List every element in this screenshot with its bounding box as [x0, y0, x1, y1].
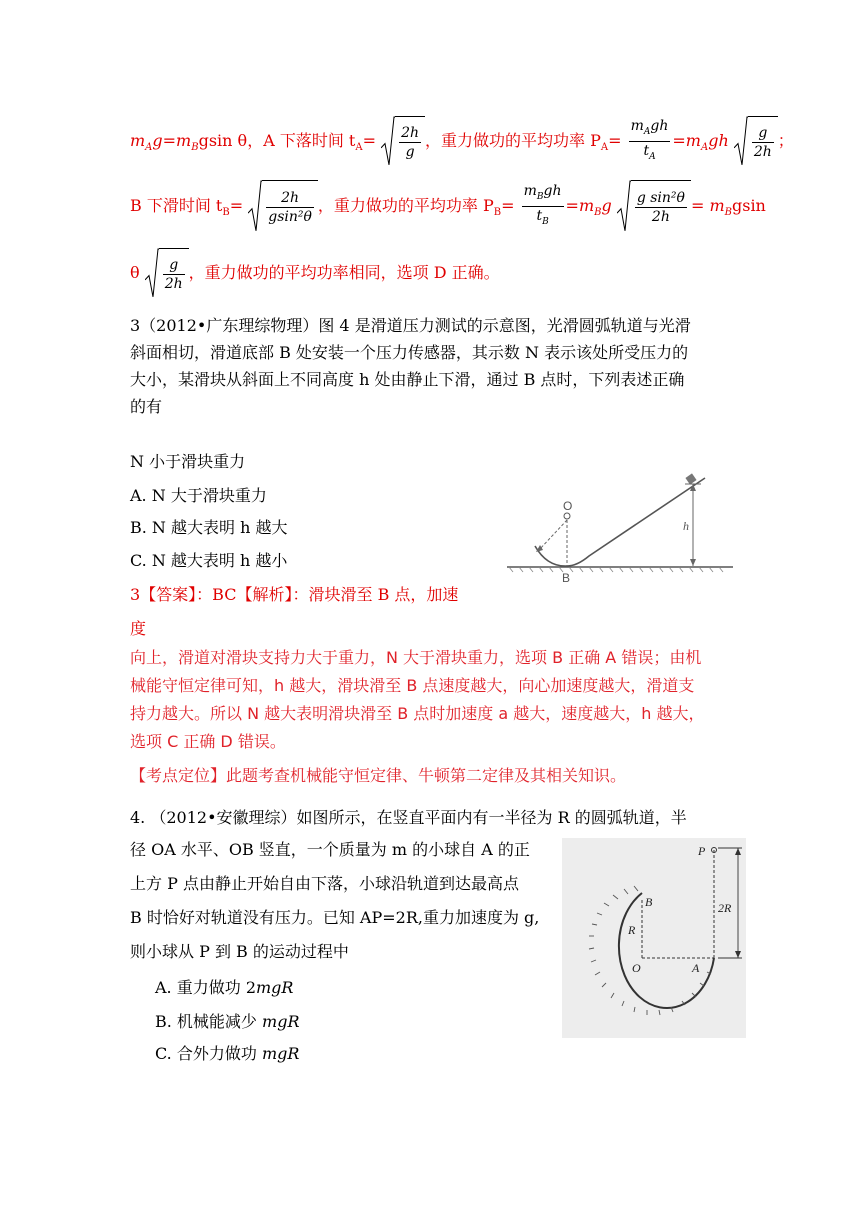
text: = [608, 131, 622, 150]
fig-label-r: R [628, 923, 636, 937]
opt-text: C. 合外力做功 [155, 1044, 262, 1063]
sub: B [536, 192, 544, 202]
num: 2h [401, 125, 420, 141]
sub: B [594, 207, 602, 219]
opt-text: B. 机械能减少 [155, 1012, 263, 1031]
q4-stem-1: 4. （2012•安徽理综）如图所示，在竖直平面内有一半径为 R 的圆弧轨道，半 [130, 808, 687, 827]
fraction-power [629, 117, 671, 166]
text: = [362, 131, 376, 150]
text: gh [708, 131, 729, 150]
fig-label-o: O [632, 961, 641, 975]
text: =m [565, 196, 595, 215]
num: m [523, 183, 537, 200]
q3-answer-line: 3【答案】：BC【解析】：滑块滑至 B 点，加速 [130, 585, 459, 604]
den: t [536, 208, 543, 224]
sub: B [542, 216, 549, 227]
formula-line-3 [130, 248, 500, 298]
radical-icon [734, 116, 748, 167]
radical-icon [145, 248, 159, 299]
den: gsin²θ [268, 209, 312, 225]
opt-math: mgR [261, 1044, 300, 1063]
num: g [752, 124, 774, 143]
sub: A [145, 142, 153, 154]
fig-label-p: P [698, 844, 706, 858]
fig-label-b: B [645, 895, 653, 909]
sub: B [191, 142, 199, 154]
radical-icon [381, 116, 395, 167]
q4-stem-5: 则小球从 P 到 B 的运动过程中 [130, 942, 349, 961]
sub: A [355, 142, 363, 154]
fig-label-a: A [692, 961, 700, 975]
sub: A [649, 151, 656, 162]
formula-line-2 [130, 180, 766, 232]
sub: B [222, 207, 230, 219]
text: ，重力做功的平均功率相同，选项 D 正确。 [188, 263, 500, 282]
text: = m [690, 196, 725, 215]
sub: B [493, 207, 502, 219]
q3-option-c: C. N 越大表明 h 越小 [130, 551, 288, 570]
den: 2h [753, 144, 772, 160]
q3-option-a: A. N 大于滑块重力 [130, 486, 267, 505]
q4-stem-4: B 时恰好对轨道没有压力。已知 AP=2R,重力加速度为 g, [130, 908, 540, 927]
text: = [501, 196, 515, 215]
text: gsin θ，A 下落时间 t [198, 131, 356, 150]
opt-math: mgR [262, 1012, 300, 1031]
num: gh [543, 183, 562, 200]
fig-label-h: h [683, 519, 689, 533]
sqrt-tb [248, 180, 318, 233]
q3-stem-line: 大小，某滑块从斜面上不同高度 h 处由静止下滑，通过 B 点时，下列表述正确 [130, 370, 685, 389]
q4-circle-track-figure [562, 838, 746, 1038]
radical-icon [248, 180, 262, 233]
sqrt-2h-g [381, 116, 425, 167]
den: 2h [651, 209, 670, 225]
q3-option-b: B. N 越大表明 h 越大 [130, 518, 288, 537]
radical-icon [617, 180, 631, 233]
expl-line: 持力越大。所以 N 越大表明滑块滑至 B 点时加速度 a 越大，速度越大，h 越大， [130, 704, 705, 723]
fig-label-2r: 2R [718, 901, 732, 915]
formula-line-1 [130, 116, 794, 166]
sub: A [700, 142, 709, 154]
sub: B [724, 207, 732, 219]
q3-slide-figure [505, 470, 735, 585]
num: 2h [266, 189, 314, 208]
expl-line: 械能守恒定律可知，h 越大，滑块滑至 B 点速度越大，向心加速度越大，滑道支 [130, 676, 695, 695]
text: ，重力做功的平均功率 P [317, 196, 494, 215]
fraction-power-b [522, 182, 564, 231]
q3-stem [130, 312, 730, 420]
q3-option-0: N 小于滑块重力 [130, 452, 246, 471]
text: gsin [731, 196, 766, 215]
q3-stem-line: 3（2012•广东理综物理）图 4 是滑道压力测试的示意图，光滑圆弧轨道与光滑 [130, 316, 691, 335]
q4-option-c [155, 1044, 299, 1064]
text: g [601, 196, 612, 215]
text: =m [672, 131, 701, 150]
q3-explanation [130, 644, 740, 790]
sqrt-gsin [617, 180, 691, 233]
text: ，重力做功的平均功率 P [425, 131, 601, 150]
opt-math: mgR [256, 978, 294, 997]
q4-option-a [155, 978, 293, 998]
sym-m: m [130, 131, 146, 150]
text: g=m [152, 131, 192, 150]
fig-label-o: O [563, 499, 573, 513]
text: ； [777, 131, 794, 150]
kaodian-line: 【考点定位】此题考查机械能守恒定律、牛顿第二定律及其相关知识。 [130, 766, 627, 785]
num: g sin²θ [636, 190, 685, 206]
text: = [229, 196, 244, 215]
den: t [643, 143, 650, 159]
den: g [405, 144, 415, 160]
text: B 下滑时间 t [130, 196, 223, 215]
num: gh [650, 118, 669, 135]
text: θ [130, 263, 140, 282]
q3-answer-line-2: 度 [130, 619, 147, 638]
fig-label-b: B [562, 571, 571, 585]
q4-option-b [155, 1012, 300, 1032]
den: 2h [164, 276, 183, 292]
q3-stem-line: 的有 [130, 397, 163, 416]
sqrt-g-2h [734, 116, 778, 167]
q4-stem-3: 上方 P 点由静止开始自由下落，小球沿轨道到达最高点 [130, 874, 519, 893]
num: m [630, 118, 644, 135]
expl-line: 选项 C 正确 D 错误。 [130, 732, 286, 751]
num: g [163, 256, 185, 275]
expl-line: 向上，滑道对滑块支持力大于重力，N 大于滑块重力，选项 B 正确 A 错误；由机 [130, 648, 702, 667]
q4-stem-2: 径 OA 水平、OB 竖直，一个质量为 m 的小球自 A 的正 [130, 840, 530, 859]
opt-text: A. 重力做功 2 [155, 978, 256, 997]
sub: A [600, 142, 609, 154]
sub: A [643, 127, 651, 137]
sqrt-g-2h-b [145, 248, 189, 299]
q3-stem-line: 斜面相切，滑道底部 B 处安装一个压力传感器，其示数 N 表示该处所受压力的 [130, 343, 689, 362]
